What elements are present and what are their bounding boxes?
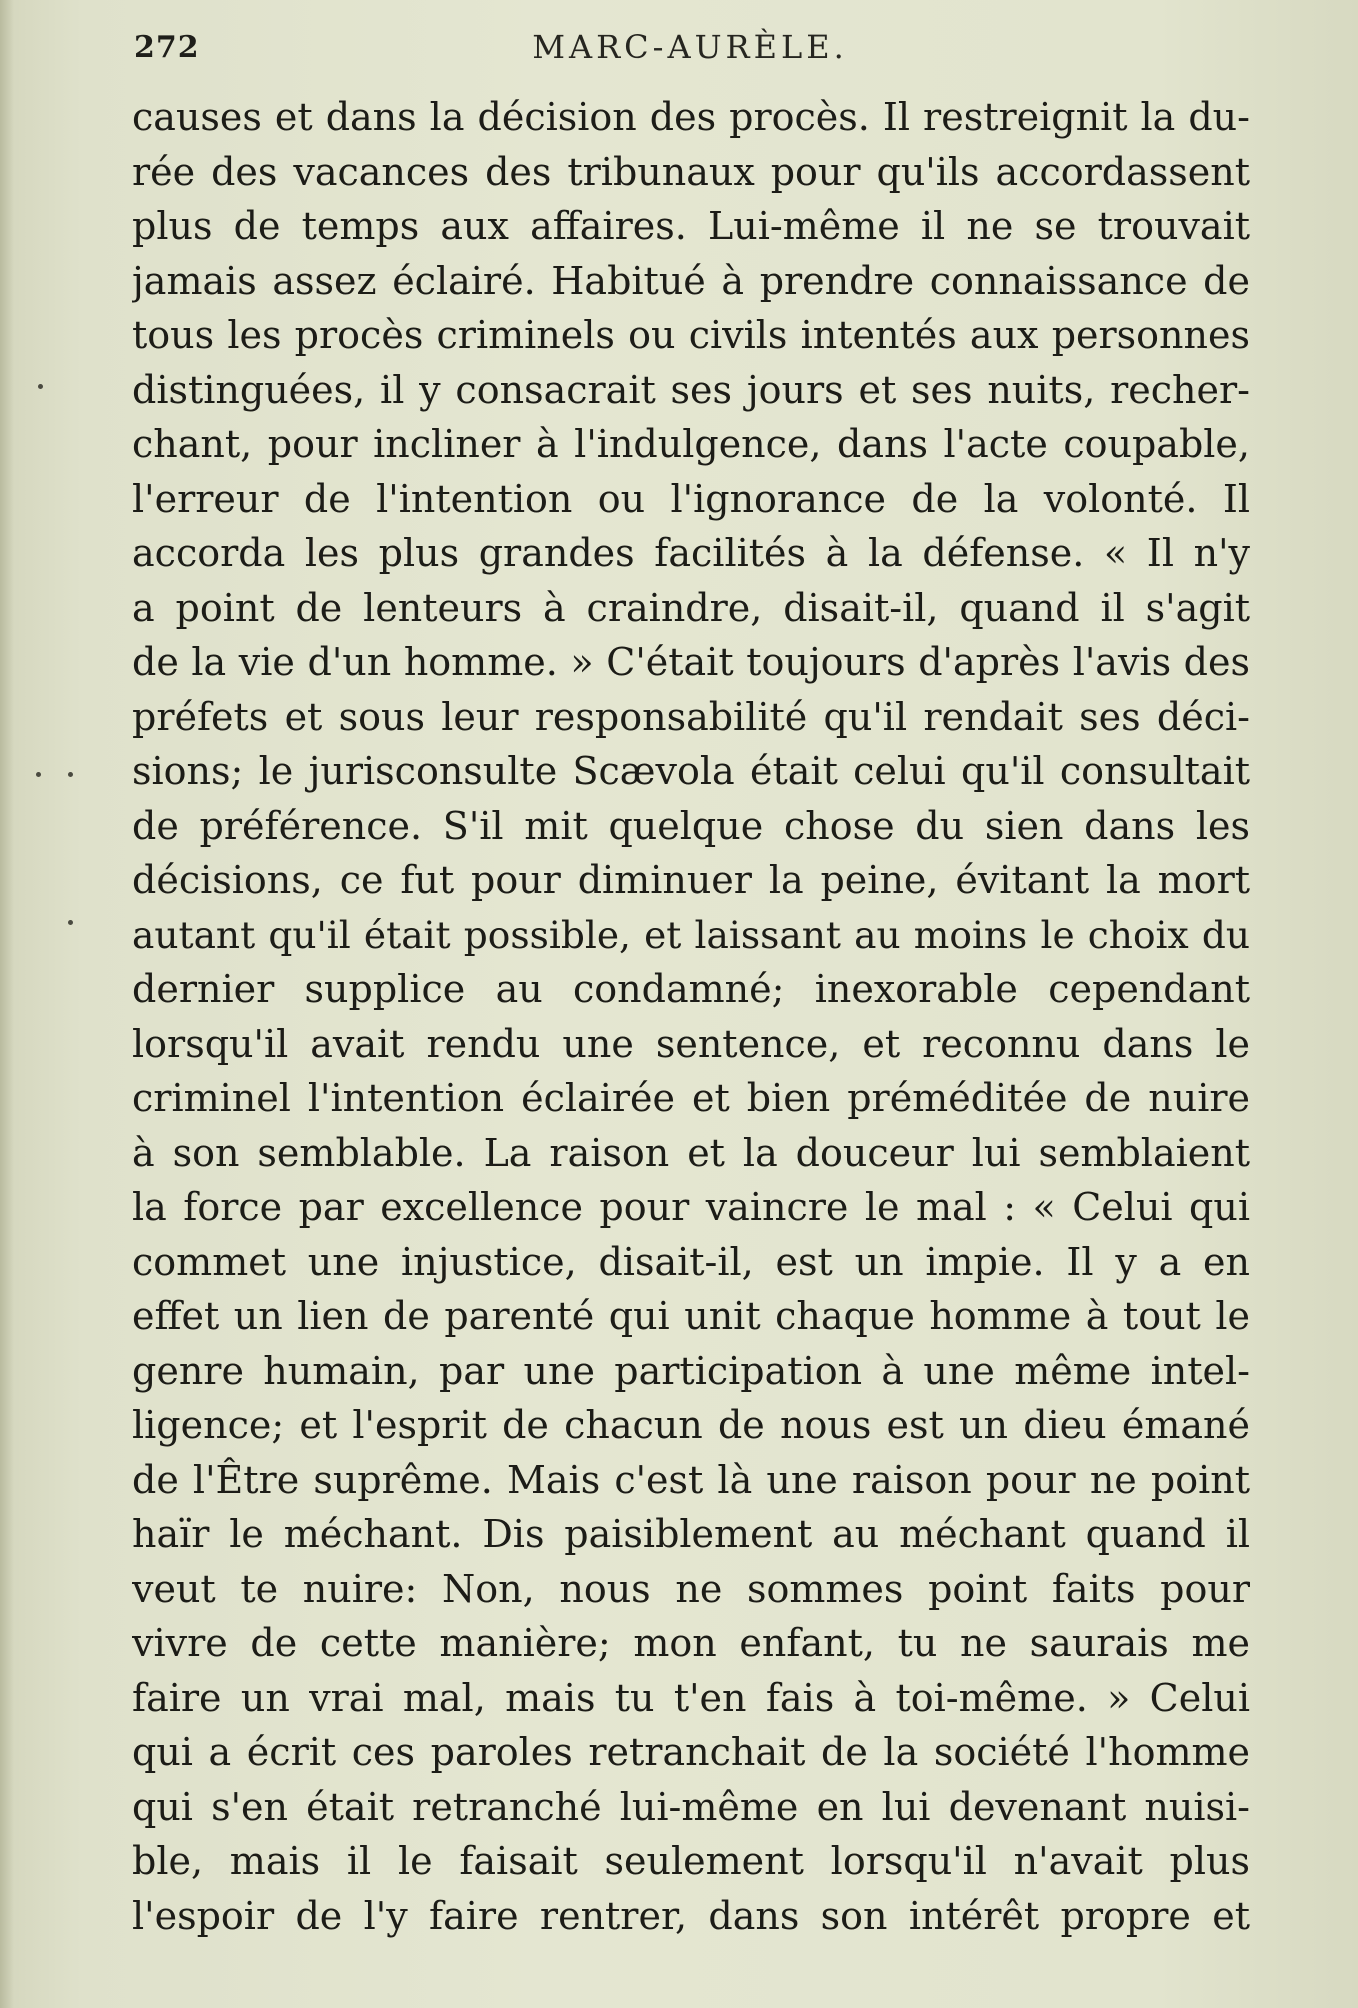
text-line: criminel l'intention éclairée et bien préméditée de nuire xyxy=(132,1076,1250,1120)
text-line: qui s'en était retranché lui-même en lui devenant nuisi- xyxy=(132,1784,1250,1829)
text-line: qui a écrit ces paroles retranchait de la société l'homme xyxy=(132,1730,1250,1774)
text-line: tous les procès criminels ou civils intentés aux personnes xyxy=(132,313,1250,357)
page-edge-shadow xyxy=(0,0,14,2008)
running-title: MARC-AURÈLE. xyxy=(532,28,848,66)
margin-dot xyxy=(68,772,73,777)
text-line: distinguées, il y consacrait ses jours et ses nuits, recher- xyxy=(132,367,1250,412)
text-line: plus de temps aux affaires. Lui-même il ne se trouvait xyxy=(132,204,1250,248)
text-line: effet un lien de parenté qui unit chaque homme à tout le xyxy=(132,1294,1250,1338)
text-line: faire un vrai mal, mais tu t'en fais à toi-même. » Celui xyxy=(132,1675,1250,1720)
margin-dot xyxy=(38,384,43,389)
text-line: vivre de cette manière; mon enfant, tu ne saurais me xyxy=(132,1621,1250,1665)
margin-dot xyxy=(36,772,41,777)
text-line: préfets et sous leur responsabilité qu'il rendait ses déci- xyxy=(132,694,1250,739)
text-line: chant, pour incliner à l'indulgence, dans l'acte coupable, xyxy=(132,422,1250,466)
text-line: la force par excellence pour vaincre le mal : « Celui qui xyxy=(132,1185,1250,1229)
text-line: ligence; et l'esprit de chacun de nous est un dieu émané xyxy=(132,1403,1250,1447)
text-line: genre humain, par une participation à une même intel- xyxy=(132,1348,1250,1393)
text-line: décisions, ce fut pour diminuer la peine, évitant la mort xyxy=(132,858,1250,902)
text-line: a point de lenteurs à craindre, disait-il, quand il s'agit xyxy=(132,585,1250,630)
text-line: l'erreur de l'intention ou l'ignorance de la volonté. Il xyxy=(132,476,1250,521)
running-head xyxy=(130,22,1250,82)
text-line: à son semblable. La raison et la douceur lui semblaient xyxy=(132,1130,1250,1175)
page-number: 272 xyxy=(134,30,200,65)
margin-dot xyxy=(68,920,73,925)
body-text xyxy=(132,90,1250,1943)
text-line: lorsqu'il avait rendu une sentence, et reconnu dans le xyxy=(132,1021,1250,1066)
text-line: sions; le jurisconsulte Scævola était celui qu'il consultait xyxy=(132,749,1250,793)
text-line: jamais assez éclairé. Habitué à prendre connaissance de xyxy=(132,258,1250,303)
text-line: veut te nuire: Non, nous ne sommes point faits pour xyxy=(132,1566,1250,1611)
text-line: accorda les plus grandes facilités à la défense. « Il n'y xyxy=(132,531,1250,575)
text-line: rée des vacances des tribunaux pour qu'ils accordassent xyxy=(132,149,1250,194)
text-line: ble, mais il le faisait seulement lorsqu'il n'avait plus xyxy=(132,1839,1250,1883)
text-line: haïr le méchant. Dis paisiblement au méchant quand il xyxy=(132,1512,1250,1556)
text-line: l'espoir de l'y faire rentrer, dans son intérêt propre et xyxy=(132,1893,1250,1938)
text-line: commet une injustice, disait-il, est un impie. Il y a en xyxy=(132,1239,1250,1284)
text-line: dernier supplice au condamné; inexorable cependant xyxy=(132,967,1250,1011)
text-line: de l'Être suprême. Mais c'est là une raison pour ne point xyxy=(132,1457,1250,1502)
text-line: de la vie d'un homme. » C'était toujours d'après l'avis des xyxy=(132,640,1250,684)
text-line: causes et dans la décision des procès. Il restreignit la du- xyxy=(132,95,1250,139)
text-line: de préférence. S'il mit quelque chose du sien dans les xyxy=(132,803,1250,848)
text-line: autant qu'il était possible, et laissant au moins le choix du xyxy=(132,912,1250,957)
